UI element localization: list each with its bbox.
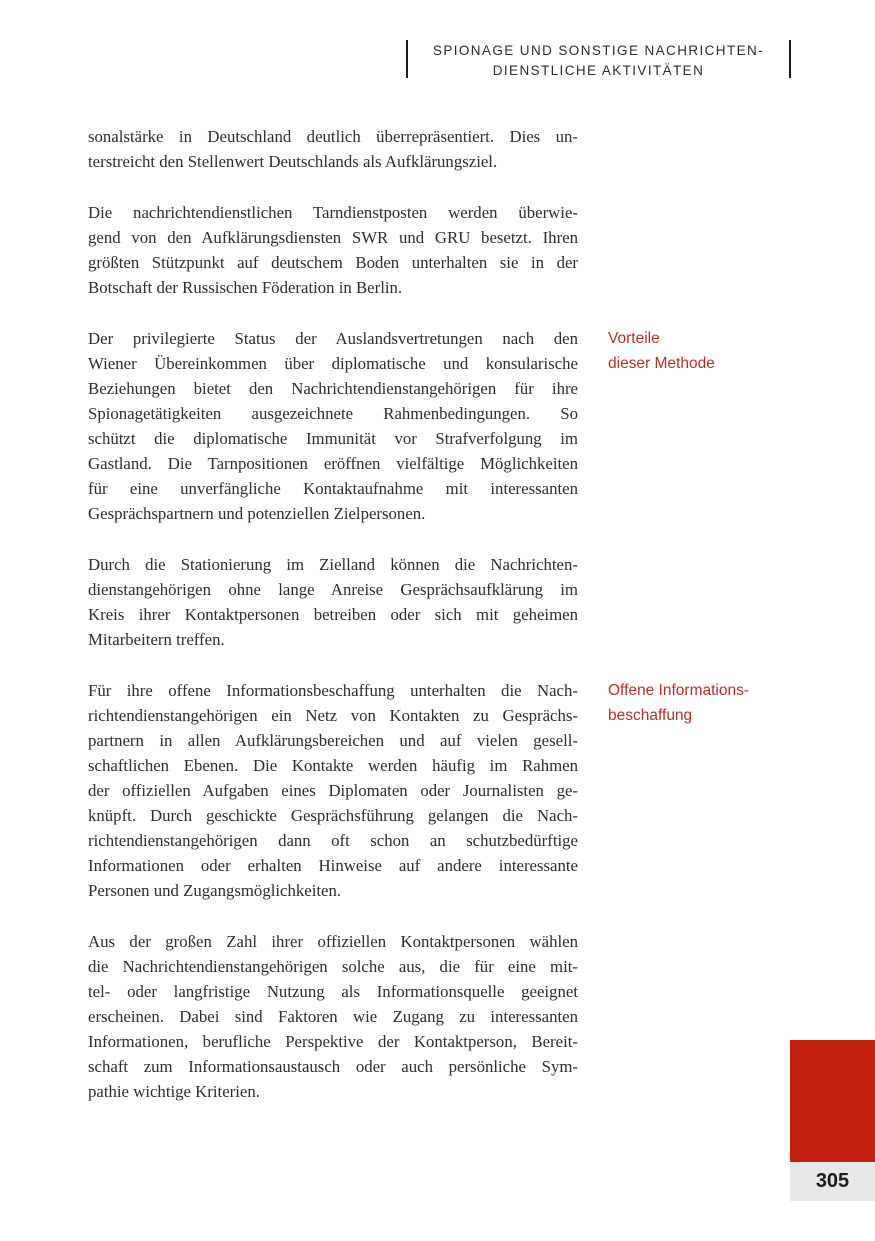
paragraph-line: größten Stützpunkt auf deutschem Boden unterhalten sie in der [88,253,578,272]
margin-note-line: Vorteile [608,330,660,347]
margin-note-line: beschaffung [608,707,693,724]
paragraph-line: terstreicht den Stellenwert Deutschlands als Aufklärungsziel. [88,152,498,171]
page-number: 305 [815,1170,850,1192]
paragraph-row [88,124,808,174]
body-paragraph [88,678,578,903]
page-number-box [790,1162,875,1201]
paragraph-line: pathie wichtige Kriterien. [88,1082,260,1101]
page-header [406,40,791,81]
paragraph-row [88,200,808,300]
paragraph-row [88,929,808,1104]
body-paragraph [88,326,578,526]
paragraph-line: Durch die Stationierung im Zielland können die Nachrichten- [88,555,578,574]
body-paragraph [88,200,578,300]
body-paragraph [88,552,578,652]
paragraph-line: Für ihre offene Informationsbeschaffung unterhalten die Nach- [88,681,578,700]
paragraph-line: Informationen, berufliche Perspektive der Kontaktperson, Bereit- [88,1032,578,1051]
paragraph-line: richtendienstangehörigen dann oft schon an schutzbedürftige [88,831,578,850]
paragraph-line: knüpft. Durch geschickte Gesprächsführung gelangen die Nach- [88,806,578,825]
paragraph-line: partnern in allen Aufklärungsbereichen und auf vielen gesell- [88,731,578,750]
paragraph-row [88,552,808,652]
paragraph-row [88,678,808,903]
paragraph-line: schützt die diplomatische Immunität vor Strafverfolgung im [88,429,578,448]
paragraph-line: schaft zum Informationsaustausch oder auch persönliche Sym- [88,1057,578,1076]
paragraph-line: Spionagetätigkeiten ausgezeichnete Rahmenbedingungen. So [88,404,578,423]
paragraph-line: dienstangehörigen ohne lange Anreise Gesprächsaufklärung im [88,580,578,599]
chapter-title-line-2: DIENSTLICHE AKTIVITÄTEN [492,63,705,78]
header-rule-right [789,40,791,78]
paragraph-line: der offiziellen Aufgaben eines Diplomaten oder Journalisten ge- [88,781,578,800]
paragraph-line: tel- oder langfristige Nutzung als Informationsquelle geeignet [88,982,578,1001]
paragraph-line: für eine unverfängliche Kontaktaufnahme mit interessanten [88,479,578,498]
body-paragraph [88,124,578,174]
paragraph-line: Aus der großen Zahl ihrer offiziellen Kontaktpersonen wählen [88,932,578,951]
paragraph-line: die Nachrichtendienstangehörigen solche aus, die für eine mit- [88,957,578,976]
paragraph-line: Mitarbeitern treffen. [88,630,225,649]
paragraph-line: Personen und Zugangsmöglichkeiten. [88,881,342,900]
chapter-title-line-1: SPIONAGE UND SONSTIGE NACHRICHTEN- [432,43,765,58]
paragraph-line: schaftlichen Ebenen. Die Kontakte werden häufig im Rahmen [88,756,578,775]
paragraph-line: Der privilegierte Status der Auslandsvertretungen nach den [88,329,578,348]
paragraph-line: Kreis ihrer Kontaktpersonen betreiben oder sich mit geheimen [88,605,578,624]
paragraph-row [88,326,808,526]
chapter-title [408,40,789,81]
paragraph-line: erscheinen. Dabei sind Faktoren wie Zugang zu interessanten [88,1007,578,1026]
paragraph-line: Gastland. Die Tarnpositionen eröffnen vielfältige Möglichkeiten [88,454,578,473]
paragraph-line: Informationen oder erhalten Hinweise auf andere interessante [88,856,578,875]
page-body [88,124,808,1130]
margin-note-line: dieser Methode [608,355,715,372]
paragraph-line: Die nachrichtendienstlichen Tarndienstposten werden überwie- [88,203,578,222]
margin-note [608,678,798,728]
corner-accent-block [790,1040,875,1162]
body-paragraph [88,929,578,1104]
paragraph-line: Gesprächspartnern und potenziellen Zielpersonen. [88,504,426,523]
paragraph-line: richtendienstangehörigen ein Netz von Kontakten zu Gesprächs- [88,706,578,725]
paragraph-line: Wiener Übereinkommen über diplomatische und konsularische [88,354,578,373]
paragraph-line: Botschaft der Russischen Föderation in Berlin. [88,278,403,297]
margin-note [608,326,798,376]
paragraph-line: Beziehungen bietet den Nachrichtendienstangehörigen für ihre [88,379,578,398]
paragraph-line: sonalstärke in Deutschland deutlich überrepräsentiert. Dies un- [88,127,578,146]
margin-note-line: Offene Informations- [608,682,750,699]
paragraph-line: gend von den Aufklärungsdiensten SWR und GRU besetzt. Ihren [88,228,578,247]
